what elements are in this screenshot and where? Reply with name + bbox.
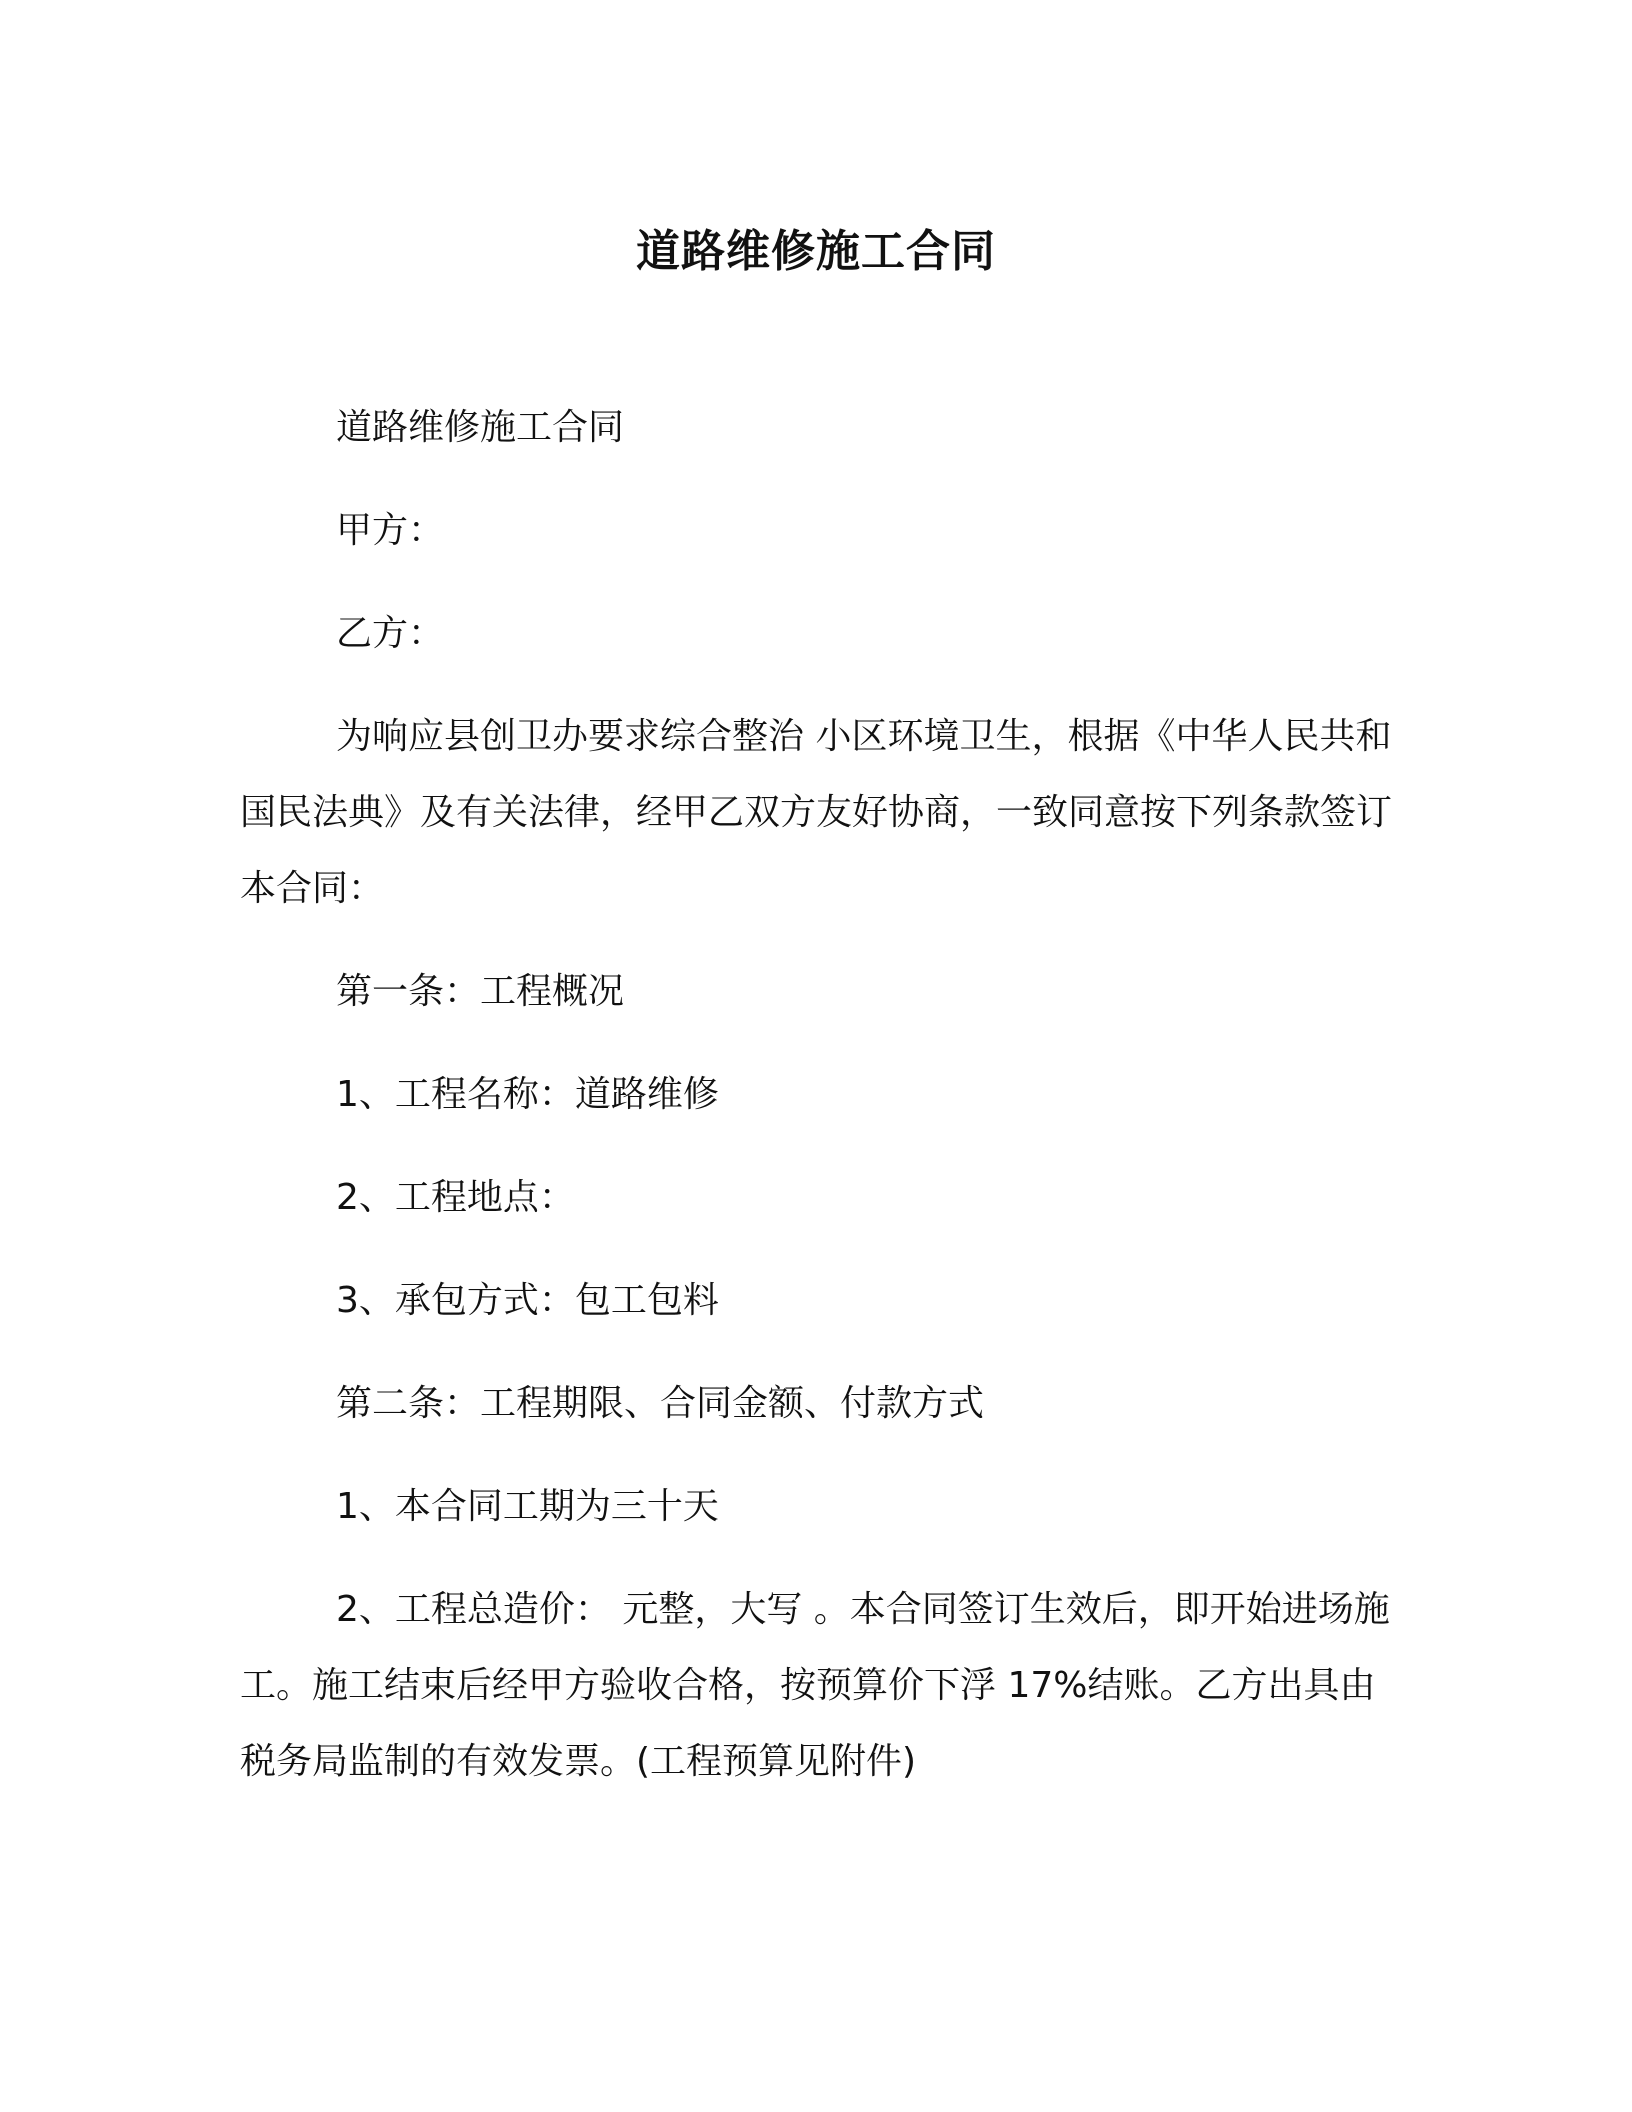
document-title: 道路维修施工合同 bbox=[636, 226, 996, 277]
contract-method-item: 3、承包方式：包工包料 bbox=[336, 1280, 719, 1321]
project-name-item: 1、工程名称：道路维修 bbox=[336, 1074, 719, 1115]
preamble-paragraph: 为响应县创卫办要求综合整治 小区环境卫生，根据《中华人民共和国民法典》及有关法律，经甲乙双方友好协商，一致同意按下列条款签订本合同： bbox=[240, 716, 1393, 909]
total-cost-paragraph: 2、工程总造价： 元整，大写 。本合同签订生效后，即开始进场施工。施工结束后经甲方验收合格，按预算价下浮 17%结账。乙方出具由税务局监制的有效发票。(工程预算见附件) bbox=[240, 1589, 1390, 1782]
document-body bbox=[240, 390, 1400, 1827]
project-location-item: 2、工程地点： bbox=[336, 1177, 575, 1218]
party-a-line: 甲方： bbox=[336, 510, 445, 551]
article-2-heading: 第二条：工程期限、合同金额、付款方式 bbox=[336, 1383, 985, 1424]
contract-heading: 道路维修施工合同 bbox=[336, 407, 625, 448]
duration-item: 1、本合同工期为三十天 bbox=[336, 1486, 719, 1527]
party-b-line: 乙方： bbox=[336, 613, 445, 654]
article-1-heading: 第一条：工程概况 bbox=[336, 971, 625, 1012]
